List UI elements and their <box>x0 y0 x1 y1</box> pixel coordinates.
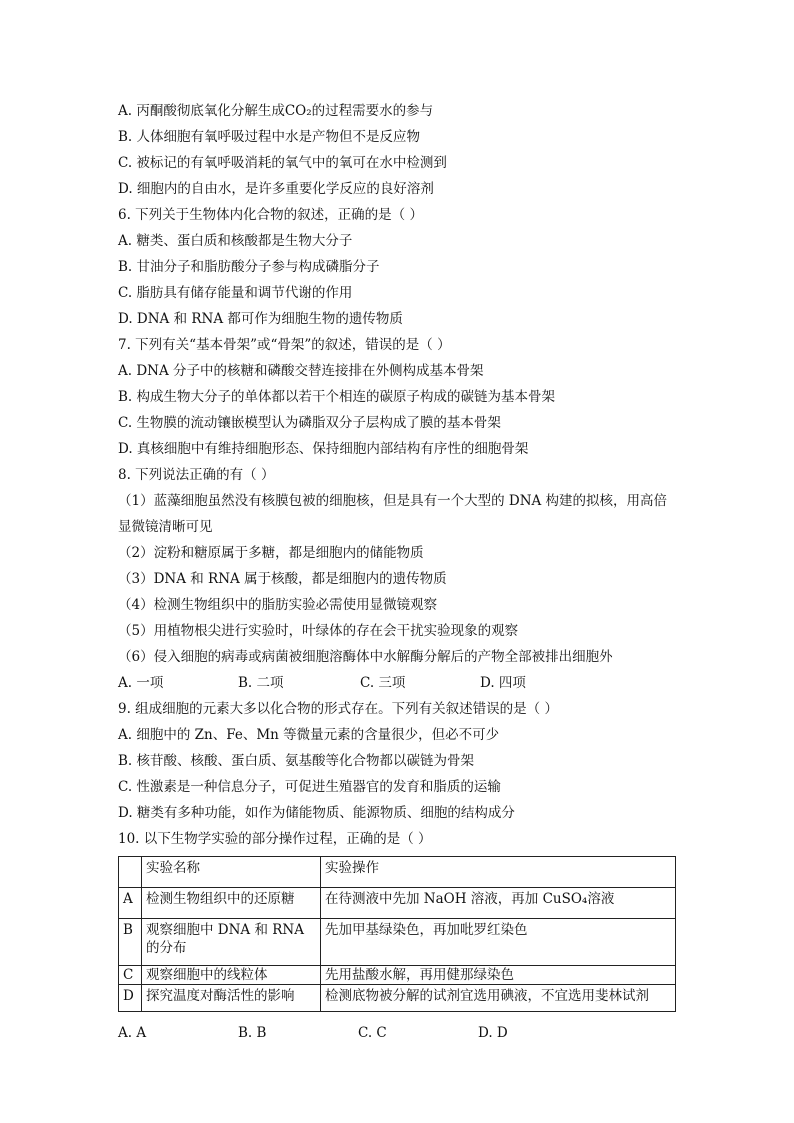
exam-content <box>118 98 678 1046</box>
q9-stem: 9. 组成细胞的元素大多以化合物的形式存在。下列有关叙述错误的是（ ） <box>118 701 558 717</box>
table-cell: 探究温度对酶活性的影响 <box>142 985 321 1012</box>
table-cell: 先用盐酸水解，再用健那绿染色 <box>321 966 676 985</box>
q8-option-d: D. 四项 <box>480 675 526 691</box>
q10-options <box>118 1020 678 1046</box>
table-header-row <box>119 857 676 888</box>
table-header-cell: 实验名称 <box>142 857 321 888</box>
q8-stem: 8. 下列说法正确的有（ ） <box>118 467 275 483</box>
q7-option-c: C. 生物膜的流动镶嵌模型认为磷脂双分子层构成了膜的基本骨架 <box>118 415 501 431</box>
q5-option-c: C. 被标记的有氧呼吸消耗的氧气中的氧可在水中检测到 <box>118 155 447 171</box>
table-header-cell <box>119 857 142 888</box>
table-cell: 观察细胞中的线粒体 <box>142 966 321 985</box>
experiment-table <box>118 856 676 1012</box>
table-header-cell: 实验操作 <box>321 857 676 888</box>
q10-option-a: A. A <box>118 1025 147 1041</box>
table-row <box>119 966 676 985</box>
q8-option-a: A. 一项 <box>118 675 164 691</box>
q5-option-a: A. 丙酮酸彻底氧化分解生成CO₂的过程需要水的参与 <box>118 103 434 119</box>
q6-option-b: B. 甘油分子和脂肪酸分子参与构成磷脂分子 <box>118 259 380 275</box>
q8-statement-6: （6）侵入细胞的病毒或病菌被细胞溶酶体中水解酶分解后的产物全部被排出细胞外 <box>118 649 613 665</box>
q8-option-c: C. 三项 <box>360 675 406 691</box>
q9-option-b: B. 核苷酸、核酸、蛋白质、氨基酸等化合物都以碳链为骨架 <box>118 753 475 769</box>
table-row <box>119 919 676 966</box>
q8-statement-3: （3）DNA 和 RNA 属于核酸，都是细胞内的遗传物质 <box>118 571 447 587</box>
q5-option-d: D. 细胞内的自由水，是许多重要化学反应的良好溶剂 <box>118 181 434 197</box>
q8-statement-4: （4）检测生物组织中的脂肪实验必需使用显微镜观察 <box>118 597 438 613</box>
table-cell: A <box>119 888 142 919</box>
table-cell: 观察细胞中 DNA 和 RNA 的分布 <box>142 919 321 966</box>
q7-stem: 7. 下列有关“基本骨架”或“骨架”的叙述，错误的是（ ） <box>118 337 451 353</box>
q8-statement-1: （1）蓝藻细胞虽然没有核膜包被的细胞核，但是具有一个大型的 DNA 构建的拟核，用高倍显微镜清晰可见 <box>118 493 668 535</box>
table-cell: C <box>119 966 142 985</box>
table-cell: 在待测液中先加 NaOH 溶液，再加 CuSO₄溶液 <box>321 888 676 919</box>
q7-option-b: B. 构成生物大分子的单体都以若干个相连的碳原子构成的碳链为基本骨架 <box>118 389 556 405</box>
q10-option-b: B. B <box>238 1025 267 1041</box>
q7-option-d: D. 真核细胞中有维持细胞形态、保持细胞内部结构有序性的细胞骨架 <box>118 441 529 457</box>
table-cell: B <box>119 919 142 966</box>
q10-option-d: D. D <box>478 1025 508 1041</box>
q6-option-c: C. 脂肪具有储存能量和调节代谢的作用 <box>118 285 353 301</box>
q6-option-a: A. 糖类、蛋白质和核酸都是生物大分子 <box>118 233 353 249</box>
q6-stem: 6. 下列关于生物体内化合物的叙述，正确的是（ ） <box>118 207 423 223</box>
table-cell: 检测底物被分解的试剂宜选用碘液，不宜选用斐林试剂 <box>321 985 676 1012</box>
q7-option-a: A. DNA 分子中的核糖和磷酸交替连接排在外侧构成基本骨架 <box>118 363 484 379</box>
table-cell: 先加甲基绿染色，再加吡罗红染色 <box>321 919 676 966</box>
table-cell: 检测生物组织中的还原糖 <box>142 888 321 919</box>
q8-statement-2: （2）淀粉和糖原属于多糖，都是细胞内的储能物质 <box>118 545 424 561</box>
q5-option-b: B. 人体细胞有氧呼吸过程中水是产物但不是反应物 <box>118 129 421 145</box>
q8-statement-5: （5）用植物根尖进行实验时，叶绿体的存在会干扰实验现象的观察 <box>118 623 519 639</box>
q6-option-d: D. DNA 和 RNA 都可作为细胞生物的遗传物质 <box>118 311 403 327</box>
q9-option-c: C. 性激素是一种信息分子，可促进生殖器官的发育和脂质的运输 <box>118 779 501 795</box>
table-cell: D <box>119 985 142 1012</box>
q9-option-d: D. 糖类有多种功能，如作为储能物质、能源物质、细胞的结构成分 <box>118 805 515 821</box>
q8-options <box>118 670 678 696</box>
table-row <box>119 985 676 1012</box>
q8-option-b: B. 二项 <box>238 675 284 691</box>
q10-stem: 10. 以下生物学实验的部分操作过程，正确的是（ ） <box>118 831 432 847</box>
table-row <box>119 888 676 919</box>
q9-option-a: A. 细胞中的 Zn、Fe、Mn 等微量元素的含量很少，但必不可少 <box>118 727 500 743</box>
q10-option-c: C. C <box>358 1025 387 1041</box>
